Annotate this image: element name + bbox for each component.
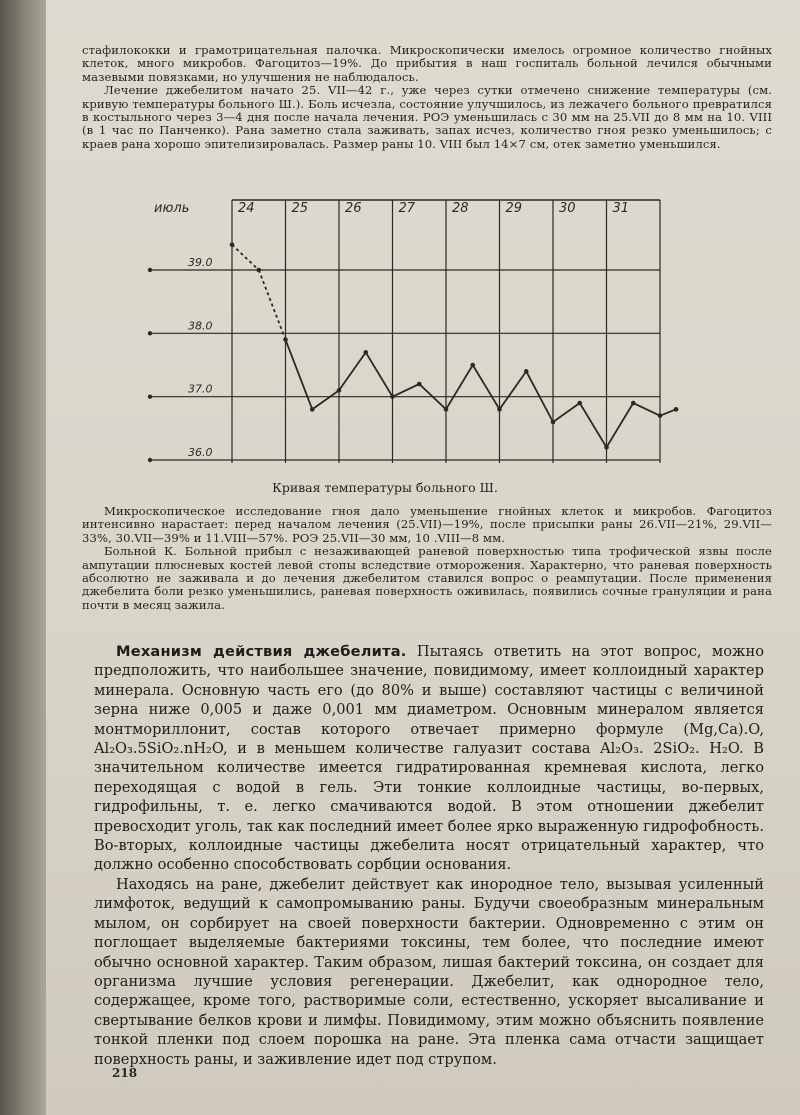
chart-grid <box>148 200 660 463</box>
y-tick-label: 37.0 <box>188 382 213 396</box>
temperature-point <box>337 388 342 393</box>
temperature-point <box>524 369 529 374</box>
temperature-segment <box>366 352 393 396</box>
chart-y-ticks <box>188 256 213 459</box>
page-number: 218 <box>112 1066 138 1080</box>
temperature-segment <box>259 270 286 340</box>
case-description-top <box>82 44 772 151</box>
temperature-point <box>497 407 502 412</box>
day-label: 31 <box>612 201 630 216</box>
temperature-point <box>417 382 422 387</box>
temperature-segment <box>312 390 339 409</box>
y-tick-label: 38.0 <box>188 319 213 333</box>
temperature-segment <box>633 403 660 416</box>
month-label: июль <box>154 201 190 216</box>
temperature-segment <box>500 371 527 409</box>
day-label: 27 <box>398 201 416 216</box>
chart-caption: Кривая температуры больного Ш. <box>272 480 498 495</box>
section-heading: Механизм действия джебелита. <box>116 643 407 660</box>
paragraph-microscopy: Микроскопическое исследование гноя дало уменьшение гнойных клеток и микробов. Фагоцитоз интенсивно нарастает: перед началом лечения (25.VII)—19%, после присыпки раны 26.VII—21%, 29.VII—33%, 30.VII—39% и 11.VIII—57%. РОЭ 25.VII—30 мм, 10 .VIII—8 мм. <box>82 504 772 545</box>
paragraph-mechanism: Пытаясь ответить на этот вопрос, можно предположить, что наибольшее значение, повидимому, имеет коллоидный характер минерала. Основную часть его (до 80% и выше) составляют частицы с величиной зерна ниже 0,005 и даже 0,001 мм диаметром. Основным минералом является монтмориллонит, состав которого отвечает примерно формуле (Mg,Ca).O, Al₂O₃.5SiO₂.nH₂O, и в меньшем количестве галуазит состава Al₂O₃. 2SiO₂. H₂O. В значительном количестве имеется гидратированная кремневая кислота, легко переходящая с водой в гель. Эти тонкие коллоидные частицы, во-первых, гидрофильны, т. е. легко смачиваются водой. В этом отношении джебелит превосходит уголь, так как последний имеет более ярко выраженную гидрофобность. Во-вторых, коллоидные частицы джебелита носят отрицательный характер, что должно особенно способствовать сорбции основания. <box>94 643 764 874</box>
grid-line-marker <box>148 331 152 335</box>
temperature-segment <box>607 403 634 447</box>
temperature-point <box>256 268 261 273</box>
temperature-point <box>604 445 609 450</box>
grid-line-marker <box>148 394 152 398</box>
temperature-point <box>470 363 475 368</box>
book-spine-shadow <box>0 0 46 1115</box>
temperature-series <box>230 242 679 449</box>
temperature-segment <box>553 403 580 422</box>
grid-line-marker <box>148 458 152 462</box>
chart-header <box>154 201 629 216</box>
temperature-segment <box>286 340 313 410</box>
temperature-point <box>551 420 556 425</box>
paragraph-case-intro: стафилококки и грамотрицательная палочка. Микроскопически имелось огромное количество гнойных клеток, много микробов. Фагоцитоз—19%. До прибытия в наш госпиталь больной лечился обычными мазевыми повязками, но улучшения не наблюдалось. <box>82 43 772 84</box>
temperature-segment <box>339 352 366 390</box>
temperature-point <box>230 242 235 247</box>
day-label: 30 <box>559 201 576 216</box>
temperature-point <box>283 337 288 342</box>
grid-line-marker <box>148 268 152 272</box>
temperature-segment <box>660 409 676 415</box>
temperature-segment <box>232 245 259 270</box>
y-tick-label: 36.0 <box>188 446 213 459</box>
temperature-point <box>577 401 582 406</box>
paragraph-patient-k: Больной К. Больной прибыл с незаживающей раневой поверхностью типа трофической язвы после ампутации плюсневых костей левой стопы вследствие отморожения. Характерно, что раневая поверхность абсолютно не заживала и до лечения джебелитом ставился вопрос о реампутации. После применения джебелита боли резко уменьшились, раневая поверхность оживилась, появились сочные грануляции и рана почти в месяц зажила. <box>82 544 772 612</box>
temperature-segment <box>393 384 420 397</box>
paragraph-treatment: Лечение джебелитом начато 25. VII—42 г., уже через сутки отмечено снижение температуры (см. кривую температуры больного Ш.). Боль исчезла, состояние улучшилось, из лежачего больного превратился в костыльного через 3—4 дня после начала лечения. РОЭ уменьшилась с 30 мм на 25.VII до 8 мм на 10. VIII (в 1 час по Панченко). Рана заметно стала заживать, запах исчез, количество гноя резко уменьшилось; с краев рана хорошо эпителизировалась. Размер раны 10. VIII был 14×7 см, отек заметно уменьшился. <box>82 83 772 151</box>
temperature-point <box>444 407 449 412</box>
temperature-point <box>310 407 315 412</box>
temperature-segment <box>580 403 607 447</box>
temperature-chart <box>140 188 680 478</box>
temperature-point <box>631 401 636 406</box>
case-description-middle <box>82 505 772 612</box>
temperature-segment <box>446 365 473 409</box>
temperature-point <box>674 407 679 412</box>
temperature-segment <box>473 365 500 409</box>
day-label: 28 <box>452 201 469 216</box>
temperature-point <box>363 350 368 355</box>
y-tick-label: 39.0 <box>188 256 213 269</box>
paragraph-wound-action: Находясь на ране, джебелит действует как инородное тело, вызывая усиленный лимфоток, ведущий к самопромыванию раны. Будучи своеобразным минеральным мылом, он сорбирует на своей поверхности бактерии. Одновременно с этим он поглощает выделяемые бактериями токсины, тем более, что последние имеют обычно основной характер. Таким образом, лишая бактерий токсина, он создает для организма лучшие условия регенерации. Джебелит, как однородное тело, содержащее, кроме того, растворимые соли, естественно, ускоряет высаливание и свертывание белков крови и лимфы. Повидимому, этим можно объяснить появление тонкой пленки под слоем порошка на ране. Эта пленка сама отчасти защищает поверхность раны, и заживление идет под струпом. <box>94 875 764 1068</box>
temperature-point <box>658 413 663 418</box>
main-section <box>94 642 764 1069</box>
temperature-point <box>390 394 395 399</box>
day-label: 29 <box>505 201 523 216</box>
day-label: 25 <box>291 201 309 216</box>
day-label: 26 <box>345 201 362 216</box>
day-label: 24 <box>238 201 255 216</box>
